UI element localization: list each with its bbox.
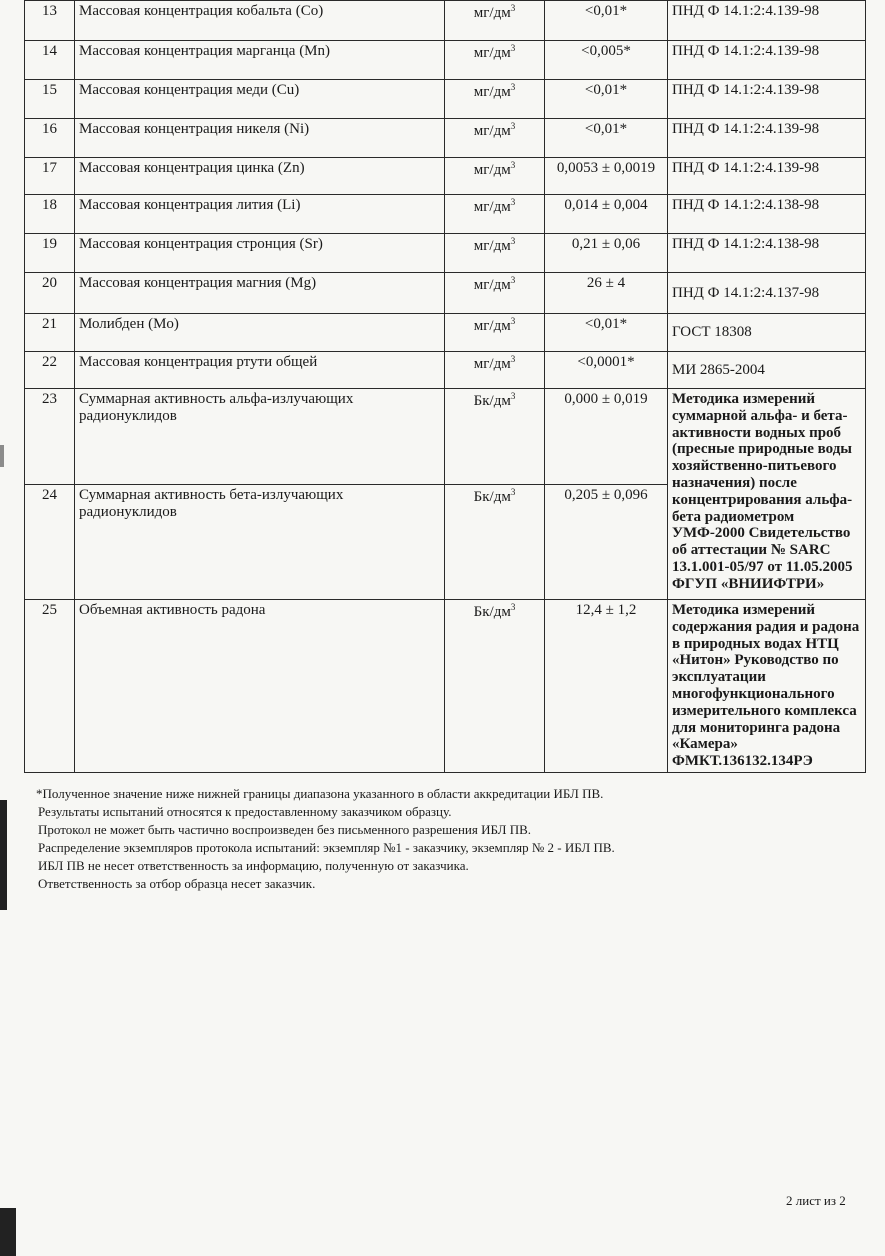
result-value: 12,4 ± 1,2 [545,600,668,773]
unit-text: мг/дм [473,356,511,372]
result-value: 0,0053 ± 0,0019 [545,158,668,195]
unit-text: Бк/дм [473,489,511,505]
unit-cell [445,273,545,314]
unit-superscript: 3 [510,316,516,326]
result-value: 26 ± 4 [545,273,668,314]
result-value: <0,0001* [545,352,668,389]
table-row [25,352,866,389]
table-row [25,195,866,234]
unit-superscript: 3 [510,197,516,207]
result-value: <0,005* [545,41,668,80]
unit-cell [445,352,545,389]
unit-cell [445,80,545,119]
row-number: 21 [25,314,75,352]
parameter-name: Объемная активность радона [75,600,445,773]
unit-text: мг/дм [473,277,511,293]
unit-text: мг/дм [473,318,511,334]
result-value: 0,205 ± 0,096 [545,485,668,600]
parameter-name: Массовая концентрация марганца (Mn) [75,41,445,80]
parameter-name: Массовая концентрация лития (Li) [75,195,445,234]
notes-block [38,785,858,893]
method-reference: ПНД Ф 14.1:2:4.139-98 [668,41,866,80]
table-row [25,119,866,158]
unit-cell [445,389,545,485]
row-number: 13 [25,1,75,41]
unit-text: мг/дм [473,238,511,254]
method-reference-radon: Методика измерений содержания радия и радона в природных водах НТЦ «Нитон» Руководство по эксплуатации многофункционального измерительного комплекса для мониторинга радона «Камера» ФМКТ.136132.134РЭ [668,600,866,773]
method-reference-radionuclides: Методика измерений суммарной альфа- и бета-активности водных проб (пресные природные воды хозяйственно-питьевого назначения) после концентрирования альфа-бета радиометром УМФ-2000 Свидетельство об аттестации № SARC 13.1.001-05/97 от 11.05.2005 ФГУП «ВНИИФТРИ» [668,389,866,600]
note-line: Результаты испытаний относятся к предоставленному заказчиком образцу. [38,804,452,819]
table-row [25,273,866,314]
parameter-name: Массовая концентрация ртути общей [75,352,445,389]
row-number: 23 [25,389,75,485]
method-reference: ПНД Ф 14.1:2:4.139-98 [668,158,866,195]
unit-text: мг/дм [473,5,511,21]
method-reference: МИ 2865-2004 [668,352,866,389]
method-reference: ПНД Ф 14.1:2:4.137-98 [668,273,866,314]
unit-cell [445,195,545,234]
results-table [24,0,866,773]
unit-text: мг/дм [473,84,511,100]
unit-text: мг/дм [473,199,511,215]
row-number: 20 [25,273,75,314]
result-value: <0,01* [545,119,668,158]
unit-superscript: 3 [510,354,516,364]
parameter-name: Массовая концентрация магния (Mg) [75,273,445,314]
note-line: Протокол не может быть частично воспроизведен без письменного разрешения ИБЛ ПВ. [38,822,531,837]
unit-text: мг/дм [473,162,511,178]
parameter-name: Молибден (Mo) [75,314,445,352]
parameter-name: Массовая концентрация цинка (Zn) [75,158,445,195]
method-reference: ПНД Ф 14.1:2:4.138-98 [668,234,866,273]
method-reference: ПНД Ф 14.1:2:4.139-98 [668,1,866,41]
scan-edge-mark-middle [0,800,7,910]
table-row [25,41,866,80]
table-row [25,80,866,119]
unit-superscript: 3 [510,160,516,170]
unit-cell [445,1,545,41]
row-number: 18 [25,195,75,234]
unit-superscript: 3 [510,121,516,131]
unit-cell [445,234,545,273]
note-line: Распределение экземпляров протокола испытаний: экземпляр №1 - заказчику, экземпляр № 2 - ИБЛ ПВ. [38,840,615,855]
unit-text: мг/дм [473,123,511,139]
unit-cell [445,158,545,195]
sheet-number: 2 лист из 2 [786,1193,846,1208]
note-line: *Полученное значение ниже нижней границы диапазона указанного в области аккредитации ИБЛ ПВ. [36,786,604,801]
table-row [25,600,866,773]
table-row [25,234,866,273]
unit-superscript: 3 [510,43,516,53]
parameter-name: Массовая концентрация никеля (Ni) [75,119,445,158]
parameter-name: Массовая концентрация стронция (Sr) [75,234,445,273]
parameter-name: Суммарная активность альфа-излучающих радионуклидов [75,389,445,485]
unit-superscript: 3 [510,3,516,13]
row-number: 16 [25,119,75,158]
scan-edge-mark-top [0,445,4,467]
unit-cell [445,485,545,600]
unit-superscript: 3 [510,82,516,92]
result-value: 0,014 ± 0,004 [545,195,668,234]
method-reference: ПНД Ф 14.1:2:4.139-98 [668,80,866,119]
unit-cell [445,600,545,773]
unit-superscript: 3 [510,391,516,401]
row-number: 22 [25,352,75,389]
unit-superscript: 3 [510,602,516,612]
result-value: 0,21 ± 0,06 [545,234,668,273]
unit-text: Бк/дм [473,604,511,620]
result-value: <0,01* [545,80,668,119]
unit-text: мг/дм [473,45,511,61]
unit-cell [445,41,545,80]
parameter-name: Массовая концентрация кобальта (Co) [75,1,445,41]
row-number: 14 [25,41,75,80]
unit-superscript: 3 [510,275,516,285]
scan-edge-mark-bottom [0,1208,16,1256]
table-row [25,389,866,485]
unit-superscript: 3 [510,487,516,497]
table-row [25,158,866,195]
parameter-name: Массовая концентрация меди (Cu) [75,80,445,119]
row-number: 15 [25,80,75,119]
unit-cell [445,314,545,352]
method-reference: ПНД Ф 14.1:2:4.139-98 [668,119,866,158]
table-row [25,1,866,41]
unit-superscript: 3 [510,236,516,246]
row-number: 17 [25,158,75,195]
row-number: 19 [25,234,75,273]
result-value: <0,01* [545,1,668,41]
parameter-name: Суммарная активность бета-излучающих радионуклидов [75,485,445,600]
method-reference: ПНД Ф 14.1:2:4.138-98 [668,195,866,234]
table-row [25,314,866,352]
unit-cell [445,119,545,158]
row-number: 25 [25,600,75,773]
note-line: ИБЛ ПВ не несет ответственность за информацию, полученную от заказчика. [38,858,469,873]
method-reference: ГОСТ 18308 [668,314,866,352]
note-line: Ответственность за отбор образца несет заказчик. [38,876,316,891]
result-value: 0,000 ± 0,019 [545,389,668,485]
row-number: 24 [25,485,75,600]
result-value: <0,01* [545,314,668,352]
unit-text: Бк/дм [473,393,511,409]
